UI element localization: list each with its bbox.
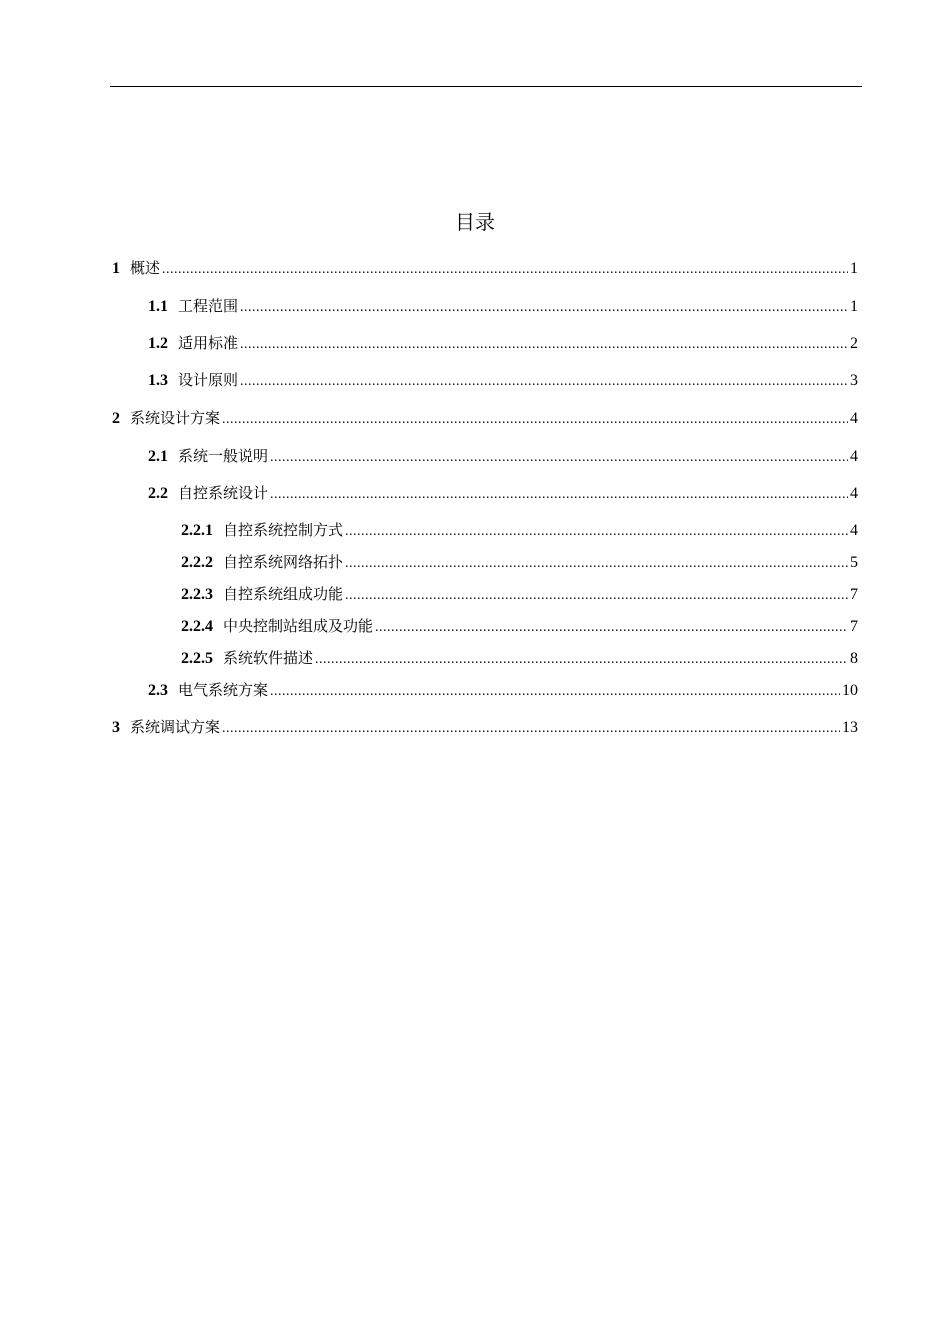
toc-entry-number: 2.2.4	[181, 618, 213, 635]
toc-entry-title: 系统设计方案	[130, 409, 221, 427]
toc-entry-number: 2.3	[148, 682, 168, 699]
toc-entry-number: 2.2.5	[181, 650, 213, 667]
toc-entry-page: 4	[850, 522, 858, 539]
toc-entry-title: 自控系统设计	[178, 484, 269, 502]
toc-leader-dots	[222, 409, 848, 431]
toc-entry-number: 2.2.1	[181, 522, 213, 539]
toc-entry[interactable]	[148, 679, 858, 701]
toc-entry-number: 2.1	[148, 448, 168, 465]
toc-leader-dots	[345, 553, 848, 575]
toc-entry-title: 设计原则	[178, 371, 239, 389]
toc-entry-page: 3	[850, 372, 858, 389]
toc-entry[interactable]	[181, 615, 858, 637]
toc-leader-dots	[222, 718, 840, 740]
toc-entry-page: 2	[850, 335, 858, 352]
toc-entry-title: 系统软件描述	[223, 649, 314, 667]
toc-entry-title: 自控系统控制方式	[223, 521, 344, 539]
toc-entry-number: 2.2	[148, 485, 168, 502]
toc-entry-number: 1.1	[148, 298, 168, 315]
toc-entry-number: 2.2.2	[181, 554, 213, 571]
toc-entry-page: 1	[850, 298, 858, 315]
toc-entry[interactable]	[112, 257, 858, 279]
toc-entry[interactable]	[181, 647, 858, 669]
toc-entry-title: 自控系统组成功能	[223, 585, 344, 603]
toc-entry[interactable]	[112, 716, 858, 738]
toc-entry[interactable]	[112, 407, 858, 429]
toc-entry-title: 适用标准	[178, 334, 239, 352]
toc-entry[interactable]	[148, 445, 858, 467]
toc-entry[interactable]	[181, 551, 858, 573]
toc-entry-number: 2.2.3	[181, 586, 213, 603]
toc-entry[interactable]	[181, 583, 858, 605]
toc-entry-page: 1	[850, 260, 858, 277]
toc-entry-page: 5	[850, 554, 858, 571]
toc-entry-title: 工程范围	[178, 297, 239, 315]
toc-leader-dots	[240, 371, 848, 393]
toc-leader-dots	[270, 681, 840, 703]
toc-leader-dots	[345, 521, 848, 543]
toc-leader-dots	[315, 649, 848, 671]
toc-entry-number: 1	[112, 260, 120, 277]
toc-entry-page: 7	[850, 586, 858, 603]
toc-leader-dots	[270, 447, 848, 469]
toc-entry-title: 中央控制站组成及功能	[223, 617, 374, 635]
toc-entry-title: 系统一般说明	[178, 447, 269, 465]
toc-entry-title: 自控系统网络拓扑	[223, 553, 344, 571]
toc-entry-title: 系统调试方案	[130, 718, 221, 736]
toc-leader-dots	[345, 585, 848, 607]
toc-entry[interactable]	[148, 482, 858, 504]
toc-entry[interactable]	[148, 332, 858, 354]
toc-entry-page: 13	[842, 719, 858, 736]
toc-entry-title: 概述	[130, 259, 161, 277]
toc-leader-dots	[162, 259, 848, 281]
toc-entry-number: 3	[112, 719, 120, 736]
toc-entry[interactable]	[181, 519, 858, 541]
toc-entry-number: 2	[112, 410, 120, 427]
toc-entry-page: 8	[850, 650, 858, 667]
toc-entry[interactable]	[148, 369, 858, 391]
toc-entry-number: 1.3	[148, 372, 168, 389]
toc-leader-dots	[270, 484, 848, 506]
toc-leader-dots	[240, 297, 848, 319]
toc-leader-dots	[375, 617, 848, 639]
toc-entry-title: 电气系统方案	[178, 681, 269, 699]
toc-entry-page: 10	[842, 682, 858, 699]
toc-entry-page: 4	[850, 448, 858, 465]
toc-entry-page: 7	[850, 618, 858, 635]
toc-entry[interactable]	[148, 295, 858, 317]
page-title: 目录	[455, 210, 495, 234]
toc-entry-page: 4	[850, 485, 858, 502]
toc-entry-number: 1.2	[148, 335, 168, 352]
toc-leader-dots	[240, 334, 848, 356]
toc-entry-page: 4	[850, 410, 858, 427]
